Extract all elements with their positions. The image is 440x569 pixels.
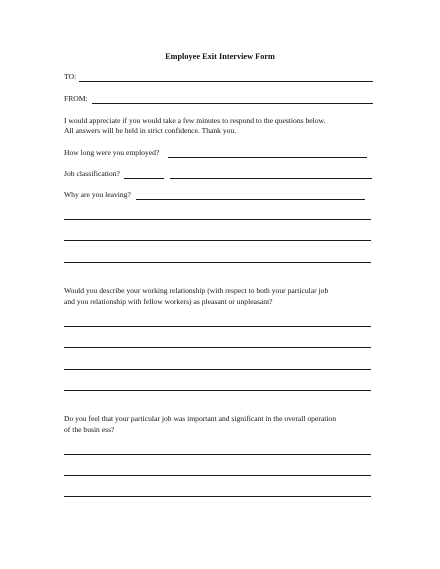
from-field-line[interactable] [92,103,373,104]
relationship-question-line-1: Would you describe your working relationship (with respect to both your particular job [64,286,329,295]
importance-question-line-2: of the busin ess? [64,425,115,434]
reason-leaving-answer-line-3[interactable] [64,262,371,263]
relationship-answer-line-4[interactable] [64,390,371,391]
importance-answer-line-1[interactable] [64,454,371,455]
relationship-answer-line-3[interactable] [64,369,371,370]
relationship-answer-line-1[interactable] [64,326,371,327]
importance-question-line-1: Do you feel that your particular job was important and significant in the overall operation [64,414,337,423]
reason-leaving-answer-line-2[interactable] [64,240,371,241]
importance-answer-line-3[interactable] [64,496,371,497]
relationship-answer-line-2[interactable] [64,347,371,348]
importance-answer-line-2[interactable] [64,475,371,476]
intro-text-line-2: All answers will be held in strict confidence. Thank you. [64,126,237,135]
job-classification-field-line[interactable] [170,178,372,179]
relationship-question-line-2: and you relationship with fellow workers) as pleasant or unpleasant? [64,297,273,306]
reason-leaving-field-line[interactable] [136,199,365,200]
reason-leaving-answer-line-1[interactable] [64,219,371,220]
employment-length-field-line[interactable] [168,157,367,158]
intro-text-line-1: I would appreciate if you would take a few minutes to respond to the questions below. [64,116,326,125]
job-classification-field-line-short[interactable] [124,178,164,179]
from-label: FROM: [64,94,88,103]
to-field-line[interactable] [79,81,373,82]
reason-leaving-label: Why are you leaving? [64,190,131,199]
to-label: TO: [64,72,77,81]
job-classification-label: Job classification? [64,169,120,178]
form-title: Employee Exit Interview Form [165,52,275,61]
employment-length-label: How long were you employed? [64,148,160,157]
